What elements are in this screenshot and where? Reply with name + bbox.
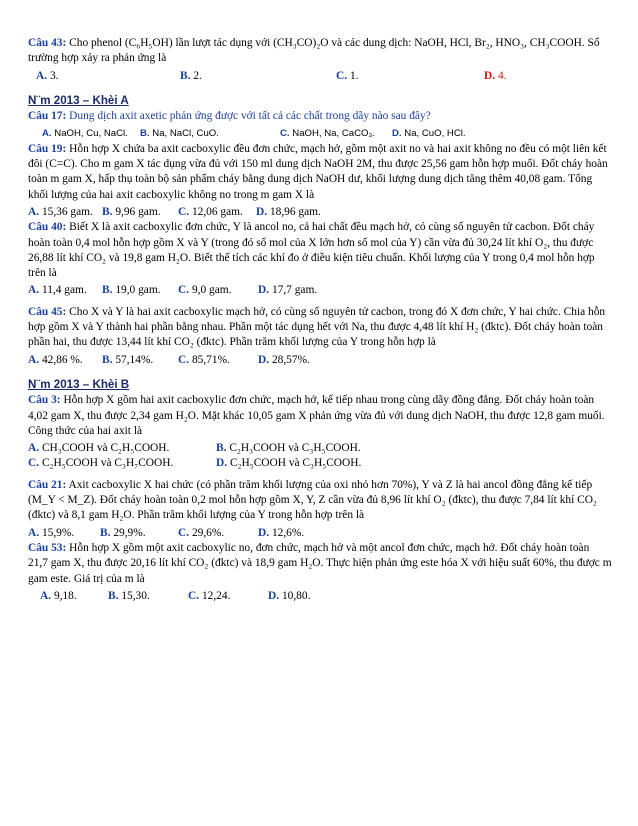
option-value: NaOH, Cu, NaCl.: [54, 128, 128, 140]
question-text: Axit cacboxylic X hai chức (có phần trăm khối lượng của oxi nhỏ hơn 70%), Y và Z là hai ancol đồng đẳng kế tiếp (M_Y < M_Z). Đốt cháy hoàn toàn 0,2 mol hỗn hợp gồm X, Y, Z cần vừa đủ 8,96 lít khí O₂ (đktc), thu được 7,84 lít khí CO₂ (đktc) và 8,1 gam H₂O. Phần trăm khối lượng của Y trong hỗn hợp trên là: [28, 478, 597, 522]
question-label: Câu 17:: [28, 110, 67, 123]
answer-option: [180, 69, 336, 84]
option-value: Na, CuO, HCl.: [404, 128, 466, 140]
option-value: 57,14%.: [115, 353, 154, 366]
option-value: 15,36 gam.: [41, 205, 93, 218]
section-heading: N¨m 2013 – Khèi A: [28, 93, 129, 107]
answer-option: [258, 283, 358, 298]
question-text: Biết X là axit cacboxylic đơn chức, Y là ancol no, cả hai chất đều mạch hở, có cùng số nguyên tử cacbon. Đốt cháy hoàn toàn 0,4 mol hỗn hợp gồm X và Y (trong đó số mol của X lớn hơn số mol của Y) cần vừa đủ 30,24 lít khí O₂, thu được 26,88 lít khí CO₂ và 19,8 gam H₂O. Biết thể tích các khí đo ở điều kiện tiêu chuẩn. Khối lượng của Y trong 0,4 mol hỗn hợp trên là: [28, 221, 595, 280]
option-letter: C.: [336, 69, 348, 82]
option-value: C₂H₃COOH và C₃H₅COOH.: [229, 442, 361, 455]
option-value: C₂H₅COOH và C₃H₇COOH.: [41, 457, 174, 470]
answer-options: [28, 69, 612, 84]
question-text: Hỗn hợp X chứa ba axit cacboxylic đều đơn chức, mạch hở, gồm một axit no và hai axit không no đều có một liên kết đôi (C=C). Cho m gam X tác dụng vừa đủ với 150 ml dung dịch NaOH 2M, thu được 25,56 gam hỗn hợp muối. Đốt cháy hoàn toàn m gam X, hấp thụ toàn bộ sản phẩm cháy bằng dung dịch NaOH dư, khối lượng dung dịch tăng thêm 40,08 gam. Tổng khối lượng của hai axit cacboxylic không no trong m gam X là: [28, 142, 608, 201]
answer-option: [28, 456, 216, 471]
option-value: 42,86 %.: [41, 353, 83, 366]
option-letter: B.: [180, 69, 191, 82]
option-value: 18,96 gam.: [269, 205, 321, 218]
option-letter: D.: [484, 69, 496, 82]
answer-option: [258, 353, 358, 368]
option-value: 29,6%.: [191, 526, 225, 539]
option-letter: C.: [178, 526, 190, 539]
question-label: Câu 3:: [28, 394, 61, 407]
option-value: 9,18.: [53, 589, 77, 602]
option-value: 29,9%.: [113, 526, 146, 539]
option-letter: B.: [108, 589, 119, 602]
question: [28, 541, 612, 587]
option-value: Na, NaCl, CuO.: [152, 128, 219, 140]
option-value: 2.: [193, 69, 202, 82]
answer-option: [28, 441, 216, 456]
option-value: 9,0 gam.: [191, 284, 232, 297]
option-letter: D.: [258, 526, 270, 539]
answer-option: [280, 126, 392, 141]
option-value: 19,0 gam.: [115, 284, 161, 297]
option-letter: A.: [28, 526, 40, 539]
answer-option: [178, 283, 258, 298]
answer-options: [28, 126, 612, 141]
option-letter: D.: [268, 589, 280, 602]
answer-options: [28, 353, 612, 368]
answer-option: [28, 526, 100, 541]
question: [28, 36, 612, 67]
option-value: 15,30.: [121, 589, 150, 602]
answer-option: [42, 126, 140, 141]
answer-option: [28, 283, 102, 298]
option-letter: A.: [42, 128, 52, 140]
answer-option: [392, 126, 492, 141]
answer-option: [216, 456, 416, 471]
option-letter: B.: [102, 205, 113, 218]
question-label: Câu 45:: [28, 305, 67, 318]
question: [28, 220, 612, 281]
answer-option: [102, 283, 178, 298]
question-text: Hỗn hợp X gồm một axit cacboxylic no, đơn chức, mạch hở và một ancol đơn chức, mạch hở. Đốt cháy hoàn toàn 21,7 gam X, thu được 20,16 lít khí CO₂ (đktc) và 18,9 gam H₂O. Thực hiện phản ứng este hóa X với hiệu suất 60%, thu được m gam este. Giá trị của m là: [28, 541, 612, 585]
option-value: C₂H₅COOH và C₃H₅COOH.: [229, 457, 362, 470]
answer-option: [178, 205, 256, 220]
question-label: Câu 40:: [28, 221, 67, 234]
option-value: 4.: [497, 69, 507, 82]
answer-option: [188, 589, 268, 604]
document-page: [28, 36, 612, 604]
question: [28, 142, 612, 203]
answer-options: [28, 205, 612, 220]
answer-option: [108, 589, 188, 604]
option-letter: D.: [392, 128, 402, 140]
option-letter: D.: [258, 284, 270, 297]
section-heading: N¨m 2013 – Khèi B: [28, 377, 130, 391]
question-text: Cho phenol (C₆H₅OH) lần lượt tác dụng với (CH₃CO)₂O và các dung dịch: NaOH, HCl, Br₂, HNO₃, CH₃COOH. Số trường hợp xảy ra phản ứng là: [28, 37, 600, 65]
option-value: 10,80.: [281, 589, 311, 602]
answer-option: [268, 589, 368, 604]
option-letter: C.: [188, 589, 200, 602]
question: [28, 478, 612, 524]
option-value: 85,71%.: [191, 353, 230, 366]
question-label: Câu 21:: [28, 478, 67, 491]
option-letter: C.: [28, 457, 40, 470]
answer-option: [36, 69, 180, 84]
answer-options: [28, 456, 612, 471]
option-letter: A.: [28, 284, 40, 297]
option-value: CH₃COOH và C₂H₅COOH.: [41, 442, 170, 455]
answer-option: [484, 69, 584, 84]
answer-option: [40, 589, 108, 604]
answer-options: [28, 589, 612, 604]
option-letter: C.: [280, 128, 290, 140]
answer-options: [28, 441, 612, 456]
answer-option: [28, 205, 102, 220]
question-label: Câu 43:: [28, 37, 67, 49]
answer-option: [258, 526, 358, 541]
option-value: 15,9%.: [41, 526, 75, 539]
answer-option: [100, 526, 178, 541]
option-letter: A.: [40, 589, 52, 602]
option-letter: D.: [258, 353, 270, 366]
option-letter: D.: [216, 457, 228, 470]
answer-option: [256, 205, 356, 220]
option-value: 28,57%.: [271, 353, 310, 366]
question: [28, 393, 612, 439]
answer-option: [336, 69, 484, 84]
answer-option: [216, 441, 416, 456]
option-letter: A.: [28, 442, 40, 455]
option-letter: A.: [28, 353, 40, 366]
answer-option: [28, 353, 102, 368]
answer-option: [102, 205, 178, 220]
option-letter: B.: [100, 526, 111, 539]
question: [28, 109, 612, 124]
answer-option: [102, 353, 178, 368]
option-letter: A.: [36, 69, 48, 82]
answer-option: [140, 126, 280, 141]
option-value: 12,6%.: [271, 526, 305, 539]
question-text: Dung dịch axit axetic phản ứng được với tất cả các chất trong dãy nào sau đây?: [69, 110, 431, 123]
question: [28, 305, 612, 351]
option-letter: C.: [178, 205, 190, 218]
option-letter: B.: [216, 442, 227, 455]
answer-options: [28, 526, 612, 541]
option-letter: D.: [256, 205, 268, 218]
option-letter: A.: [28, 205, 40, 218]
option-value: 12,06 gam.: [191, 205, 243, 218]
option-letter: B.: [102, 284, 113, 297]
question-text: Hỗn hợp X gồm hai axit cacboxylic đơn chức, mạch hở, kế tiếp nhau trong cùng dãy đồng đẳng. Đốt cháy hoàn toàn 4,02 gam X, thu được 2,34 gam H₂O. Mặt khác 10,05 gam X phản ứng vừa đủ với dung dịch NaOH, thu được 12,8 gam muối. Công thức của hai axit là: [28, 394, 605, 437]
answer-option: [178, 353, 258, 368]
option-letter: B.: [102, 353, 113, 366]
question-label: Câu 19:: [28, 142, 67, 155]
option-letter: B.: [140, 128, 150, 140]
option-letter: C.: [178, 353, 190, 366]
option-letter: C.: [178, 284, 190, 297]
option-value: 17,7 gam.: [271, 284, 318, 297]
option-value: 3.: [49, 69, 59, 82]
answer-options: [28, 283, 612, 298]
option-value: 11,4 gam.: [41, 284, 87, 297]
option-value: 9,96 gam.: [115, 205, 161, 218]
question-text: Cho X và Y là hai axit cacboxylic mạch hở, có cùng số nguyên tử cacbon, trong đó X đơn chức, Y hai chức. Chia hỗn hợp gồm X và Y thành hai phần bằng nhau. Phần một tác dụng hết với Na, thu được 4,48 lít khí H₂ (đktc). Đốt cháy hoàn toàn phần hai, thu được 13,44 lít khí CO₂ (đktc). Phần trăm khối lượng của Y trong hỗn hợp là: [28, 305, 606, 349]
option-value: 12,24.: [201, 589, 231, 602]
question-label: Câu 53:: [28, 541, 67, 554]
option-value: NaOH, Na, CaCO₃.: [292, 128, 376, 140]
answer-option: [178, 526, 258, 541]
option-value: 1.: [349, 69, 359, 82]
